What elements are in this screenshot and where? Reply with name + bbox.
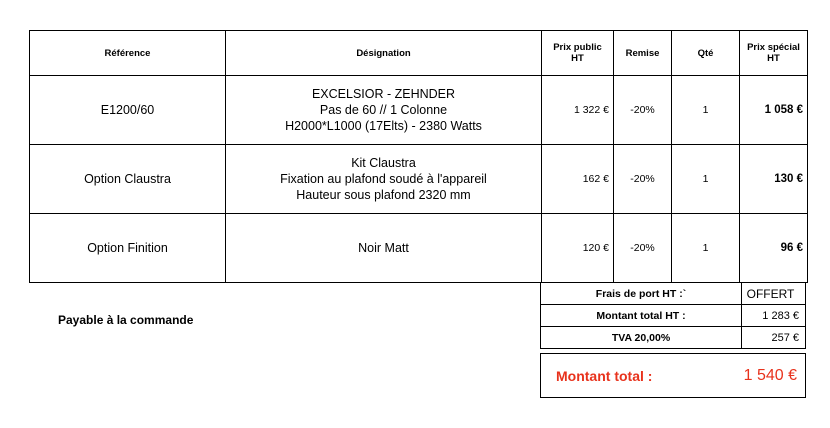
grand-total-value: 1 540 € [743,366,797,384]
cell-special-price: 1 058 € [740,76,808,145]
table-row [30,76,808,145]
quote-table [29,30,808,283]
designation-line: Pas de 60 // 1 Colonne [319,103,448,117]
cell-designation [226,214,542,283]
table-header-row [30,31,808,76]
cell-reference: Option Claustra [30,145,226,214]
header-quantity: Qté [672,31,740,76]
shipping-value: OFFERT [746,286,795,301]
total-ht-row [540,305,806,327]
cell-reference: Option Finition [30,214,226,283]
header-designation: Désignation [226,31,542,76]
payment-note: Payable à la commande [58,313,194,327]
cell-quantity: 1 [672,145,740,214]
cell-discount: -20% [614,76,672,145]
table-row [30,214,808,283]
cell-special-price: 130 € [740,145,808,214]
shipping-label: Frais de port HT :` [541,283,742,304]
designation-line: H2000*L1000 (17Elts) - 2380 Watts [285,119,482,133]
shipping-row [540,283,806,305]
totals-block [540,283,806,398]
vat-value: 257 € [771,331,799,344]
designation-line: Noir Matt [358,241,409,255]
table-row [30,145,808,214]
header-discount: Remise [614,31,672,76]
designation-line: EXCELSIOR - ZEHNDER [311,87,456,101]
total-ht-label: Montant total HT : [541,305,742,326]
header-special-price: Prix spécial HT [740,31,808,76]
total-ht-value: 1 283 € [762,309,799,322]
cell-designation [226,145,542,214]
designation-line: Fixation au plafond soudé à l'appareil [280,172,487,186]
cell-quantity: 1 [672,76,740,145]
cell-public-price: 1 322 € [542,76,614,145]
header-reference: Référence [30,31,226,76]
cell-public-price: 120 € [542,214,614,283]
cell-public-price: 162 € [542,145,614,214]
cell-designation [226,76,542,145]
grand-total-row [540,353,806,398]
cell-quantity: 1 [672,214,740,283]
cell-discount: -20% [614,145,672,214]
designation-line: Hauteur sous plafond 2320 mm [296,188,471,202]
cell-reference: E1200/60 [30,76,226,145]
vat-label: TVA 20,00% [541,327,742,348]
header-public-price: Prix public HT [542,31,614,76]
designation-line: Kit Claustra [351,156,416,170]
cell-special-price: 96 € [740,214,808,283]
cell-discount: -20% [614,214,672,283]
grand-total-label: Montant total : [556,367,653,384]
vat-row [540,327,806,349]
